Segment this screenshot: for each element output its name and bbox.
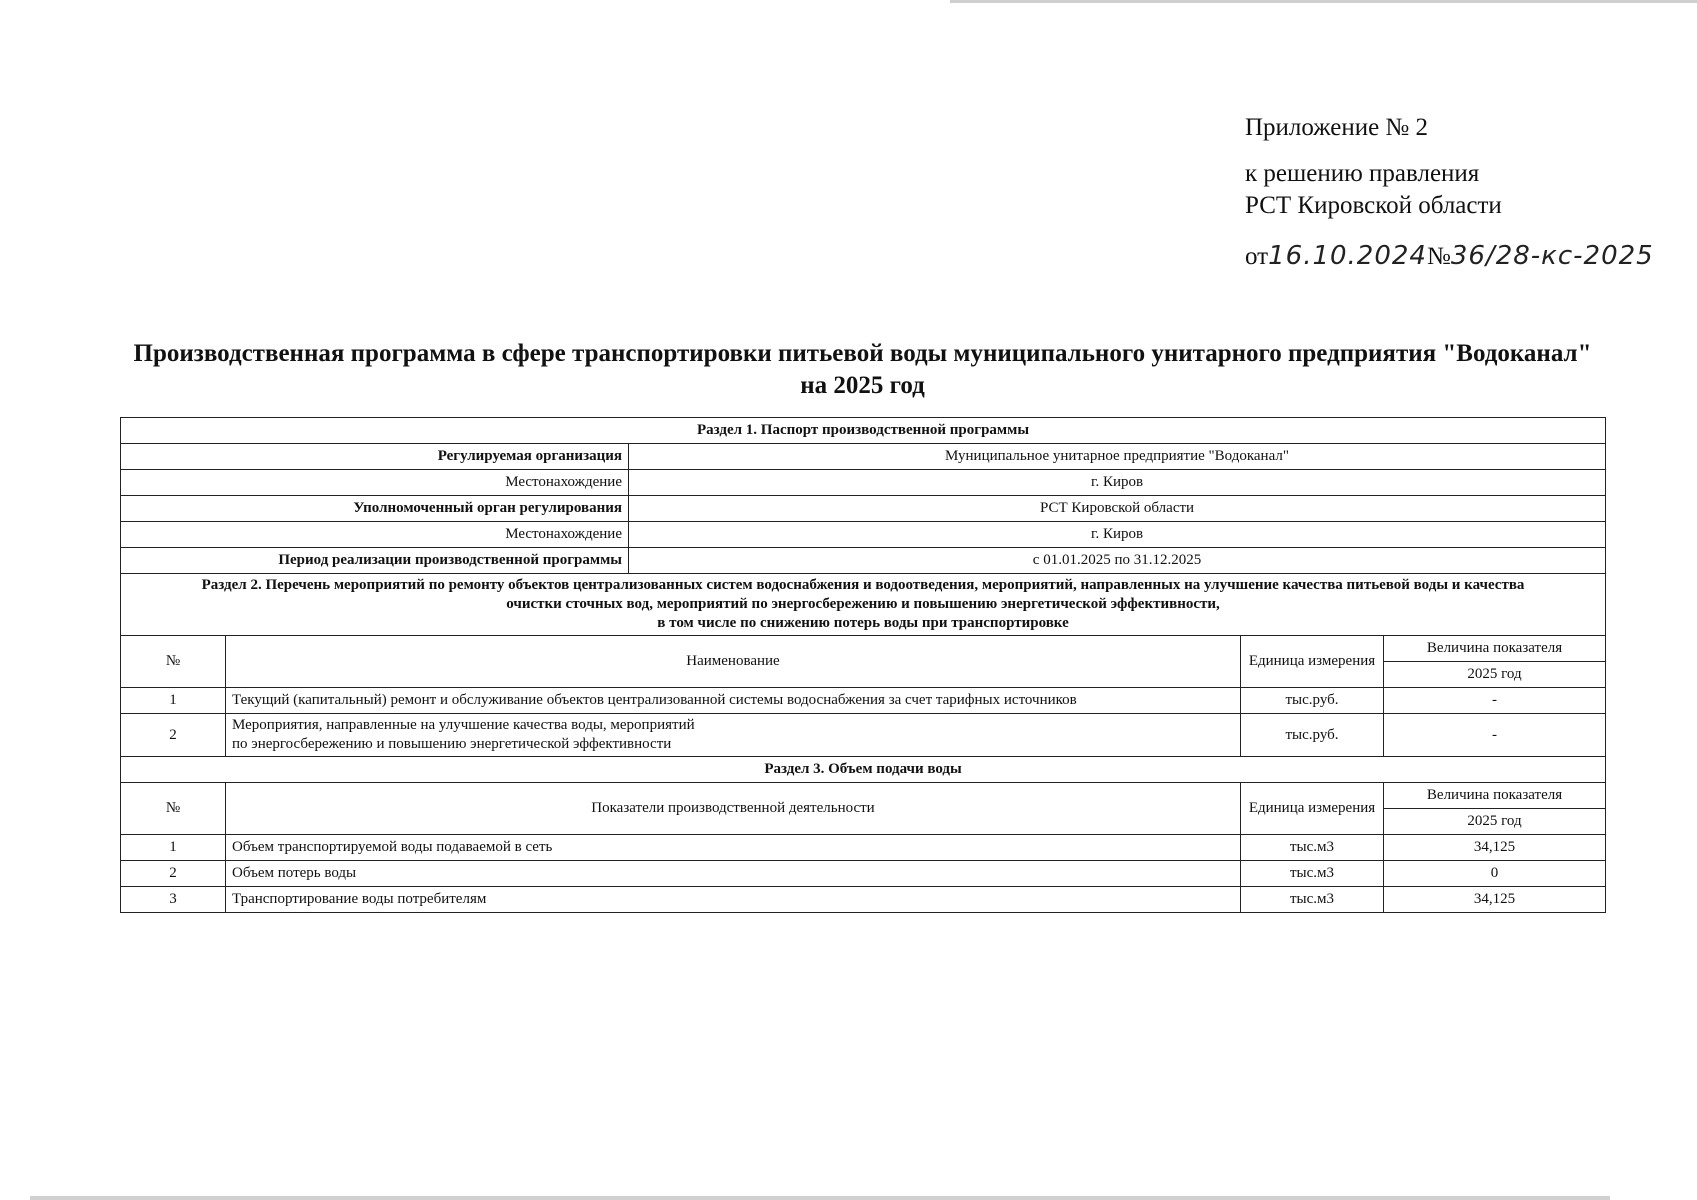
annex-decision: к решению правления <box>1245 160 1480 187</box>
row-unit: тыс.руб. <box>1241 714 1384 757</box>
row-name: Объем транспортируемой воды подаваемой в сеть <box>226 835 1241 861</box>
section2-header <box>121 574 1606 636</box>
section3-header: Раздел 3. Объем подачи воды <box>121 757 1606 783</box>
passport-row <box>121 470 1606 496</box>
scan-edge-top <box>950 0 1697 3</box>
passport-label: Уполномоченный орган регулирования <box>121 496 629 522</box>
passport-row <box>121 522 1606 548</box>
row-num: 2 <box>121 861 226 887</box>
annex-number: Приложение № 2 <box>1245 114 1429 141</box>
row-value: - <box>1384 714 1606 757</box>
passport-value: г. Киров <box>629 470 1606 496</box>
row-name <box>226 714 1241 757</box>
row-unit: тыс.м3 <box>1241 887 1384 913</box>
row-name <box>226 688 1241 714</box>
passport-value: г. Киров <box>629 522 1606 548</box>
section2-header-row <box>121 574 1606 636</box>
column-header-name: Показатели производственной деятельности <box>226 783 1241 835</box>
passport-label: Местонахождение <box>121 470 629 496</box>
column-header-unit: Единица измерения <box>1241 783 1384 835</box>
row-value: 34,125 <box>1384 887 1606 913</box>
row-unit: тыс.руб. <box>1241 688 1384 714</box>
section3-column-header-row <box>121 783 1606 809</box>
number-prefix: № <box>1426 243 1451 270</box>
row-name-line-2: по энергосбережению и повышению энергетической эффективности <box>232 736 672 752</box>
column-header-year: 2025 год <box>1384 662 1606 688</box>
row-value: 0 <box>1384 861 1606 887</box>
column-header-num: № <box>121 783 226 835</box>
section3-header-row <box>121 757 1606 783</box>
passport-label: Период реализации производственной программы <box>121 548 629 574</box>
annex-date-line <box>1245 240 1654 273</box>
section2-column-header-row <box>121 636 1606 662</box>
column-header-num: № <box>121 636 226 688</box>
annex-authority: РСТ Кировской области <box>1245 192 1502 219</box>
table-row <box>121 688 1606 714</box>
passport-row <box>121 548 1606 574</box>
section1-header-row <box>121 418 1606 444</box>
row-unit: тыс.м3 <box>1241 861 1384 887</box>
column-header-unit: Единица измерения <box>1241 636 1384 688</box>
column-header-name: Наименование <box>226 636 1241 688</box>
column-header-value: Величина показателя <box>1384 636 1606 662</box>
row-num: 1 <box>121 688 226 714</box>
section2-header-line-1: Раздел 2. Перечень мероприятий по ремонту объектов централизованных систем водоснабжения и водоотведения, мероприятий, направленных на улучшение качества питьевой воды и качества <box>201 577 1525 593</box>
passport-row <box>121 444 1606 470</box>
title-line-1: Производственная программа в сфере транспортировки питьевой воды муниципального унитарного предприятия "Водоканал" <box>133 340 1592 367</box>
annex-block <box>1245 112 1654 273</box>
row-unit: тыс.м3 <box>1241 835 1384 861</box>
section1-header: Раздел 1. Паспорт производственной программы <box>121 418 1606 444</box>
handwritten-number: 36/28-кс-2025 <box>1450 241 1654 271</box>
table-row <box>121 714 1606 757</box>
handwritten-date: 16.10.2024 <box>1268 241 1427 271</box>
date-prefix: от <box>1245 243 1269 270</box>
row-name-line-1: Текущий (капитальный) ремонт и обслуживание объектов централизованной системы водоснабжения за счет тарифных источников <box>232 692 1077 708</box>
document-title <box>120 338 1605 402</box>
scan-edge-bottom <box>30 1196 1610 1200</box>
row-name-line-1: Мероприятия, направленные на улучшение качества воды, мероприятий <box>232 717 695 733</box>
passport-value: Муниципальное унитарное предприятие "Водоканал" <box>629 444 1606 470</box>
column-header-value: Величина показателя <box>1384 783 1606 809</box>
table-row <box>121 861 1606 887</box>
table-row <box>121 887 1606 913</box>
row-name: Транспортирование воды потребителям <box>226 887 1241 913</box>
program-table <box>120 417 1606 913</box>
row-name: Объем потерь воды <box>226 861 1241 887</box>
passport-value: с 01.01.2025 по 31.12.2025 <box>629 548 1606 574</box>
passport-label: Регулируемая организация <box>121 444 629 470</box>
row-value: 34,125 <box>1384 835 1606 861</box>
passport-row <box>121 496 1606 522</box>
row-num: 3 <box>121 887 226 913</box>
passport-value: РСТ Кировской области <box>629 496 1606 522</box>
row-value: - <box>1384 688 1606 714</box>
column-header-year: 2025 год <box>1384 809 1606 835</box>
row-num: 1 <box>121 835 226 861</box>
row-num: 2 <box>121 714 226 757</box>
passport-label: Местонахождение <box>121 522 629 548</box>
section2-header-line-2: очистки сточных вод, мероприятий по энергосбережению и повышению энергетической эффективности, <box>506 596 1220 612</box>
title-line-2: на 2025 год <box>800 372 925 399</box>
section2-header-line-3: в том числе по снижению потерь воды при транспортировке <box>657 615 1069 631</box>
table-row <box>121 835 1606 861</box>
